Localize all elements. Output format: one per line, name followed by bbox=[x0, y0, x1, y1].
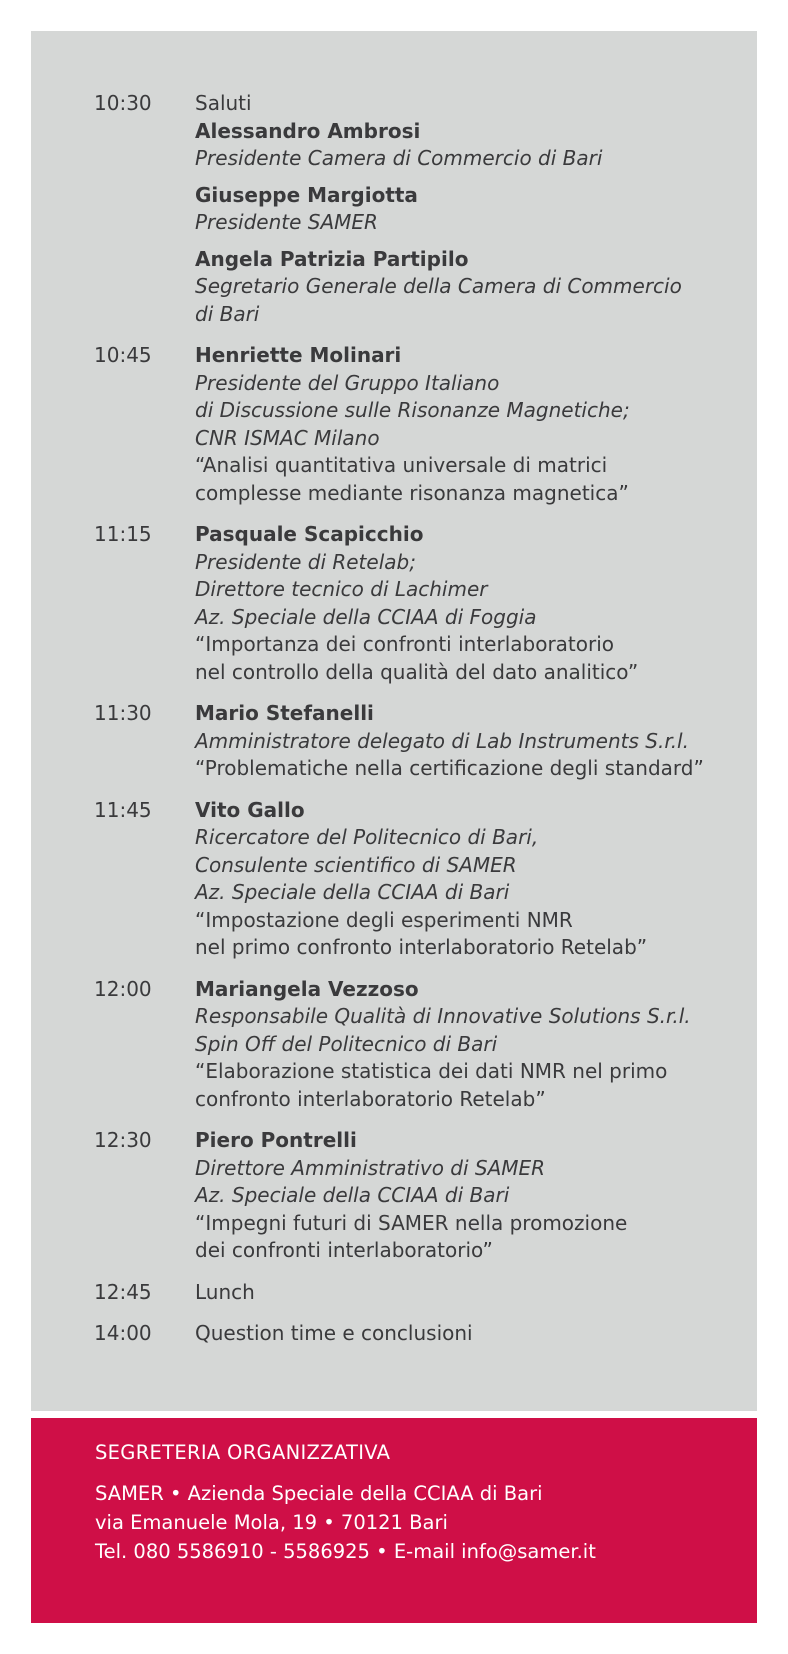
program-panel bbox=[31, 31, 757, 1411]
slot-content bbox=[195, 797, 757, 962]
slot-content bbox=[195, 521, 757, 686]
speaker-name: Vito Gallo bbox=[195, 797, 305, 822]
talk-title: “Impegni futuri di SAMER nella promozione dei confronti interlaboratorio” bbox=[195, 1210, 628, 1262]
slot-content bbox=[195, 90, 757, 328]
speaker-name: Angela Patrizia Partipilo bbox=[195, 246, 469, 271]
slot-time: 10:30 bbox=[94, 91, 152, 115]
secretariat-panel bbox=[31, 1418, 757, 1623]
speaker-role: Amministratore delegato di Lab Instruments S.r.l. bbox=[195, 728, 689, 753]
slot-label: Saluti bbox=[195, 91, 252, 115]
speaker-entry bbox=[195, 700, 737, 783]
talk-title: “Analisi quantitativa universale di matrici complesse mediante risonanza magnetica” bbox=[195, 453, 629, 505]
talk-title: “Impostazione degli esperimenti NMR nel primo confronto interlaboratorio Retelab” bbox=[195, 907, 648, 959]
speaker-entry bbox=[195, 976, 737, 1114]
speaker-entry bbox=[195, 797, 737, 962]
schedule-slot bbox=[31, 521, 757, 686]
schedule-slot bbox=[31, 1320, 757, 1348]
schedule-slot bbox=[31, 90, 757, 328]
speaker-name: Giuseppe Margiotta bbox=[195, 182, 418, 207]
slot-content bbox=[195, 700, 757, 783]
slot-label: Lunch bbox=[195, 1279, 255, 1304]
secretariat-line: via Emanuele Mola, 19 • 70121 Bari bbox=[95, 1511, 448, 1534]
speaker-role: Presidente Camera di Commercio di Bari bbox=[195, 146, 603, 170]
secretariat-line: SAMER • Azienda Speciale della CCIAA di Bari bbox=[95, 1482, 543, 1505]
slot-label: Question time e conclusioni bbox=[195, 1321, 473, 1345]
speaker-role: Ricercatore del Politecnico di Bari, Consulente scientifico di SAMER Az. Speciale della CCIAA di Bari bbox=[195, 825, 539, 904]
speaker-name: Henriette Molinari bbox=[195, 343, 402, 367]
speaker-entry bbox=[195, 118, 737, 173]
speaker-role: Responsabile Qualità di Innovative Solutions S.r.l. Spin Off del Politecnico di Bari bbox=[195, 1004, 691, 1056]
speaker-role: Presidente di Retelab; Direttore tecnico di Lachimer Az. Speciale della CCIAA di Foggia bbox=[195, 549, 537, 629]
speaker-entry bbox=[195, 521, 737, 686]
speaker-role: Presidente SAMER bbox=[195, 210, 378, 234]
slot-content bbox=[195, 342, 757, 507]
schedule-slot bbox=[31, 1127, 757, 1265]
talk-title: “Elaborazione statistica dei dati NMR nel primo confronto interlaboratorio Retelab” bbox=[195, 1059, 668, 1111]
schedule-slot bbox=[31, 976, 757, 1114]
schedule-slot bbox=[31, 342, 757, 507]
slot-time: 10:45 bbox=[94, 343, 152, 367]
schedule-slot bbox=[31, 700, 757, 783]
slot-time: 12:00 bbox=[94, 976, 152, 1001]
slot-time: 11:45 bbox=[94, 797, 152, 822]
talk-title: “Problematiche nella certificazione degli standard” bbox=[195, 756, 704, 780]
speaker-name: Piero Pontrelli bbox=[195, 1128, 357, 1152]
slot-time: 11:30 bbox=[94, 701, 152, 725]
slot-content bbox=[195, 1279, 757, 1307]
speaker-entry bbox=[195, 182, 737, 237]
speaker-role: Presidente del Gruppo Italiano di Discussione sulle Risonanze Magnetiche; CNR ISMAC Milano bbox=[195, 370, 630, 450]
speaker-entry bbox=[195, 342, 737, 507]
slot-content bbox=[195, 1127, 757, 1265]
slot-time: 12:30 bbox=[94, 1128, 152, 1152]
schedule-slot bbox=[31, 1279, 757, 1307]
slot-time: 12:45 bbox=[94, 1279, 152, 1304]
secretariat-heading: SEGRETERIA ORGANIZZATIVA bbox=[95, 1441, 391, 1464]
speaker-role: Segretario Generale della Camera di Commercio di Bari bbox=[195, 274, 682, 326]
slot-time: 14:00 bbox=[94, 1321, 152, 1345]
secretariat-line: Tel. 080 5586910 - 5586925 • E-mail info@samer.it bbox=[95, 1540, 596, 1563]
talk-title: “Importanza dei confronti interlaboratorio nel controllo della qualità del dato analitico” bbox=[195, 632, 639, 684]
slot-content bbox=[195, 1320, 757, 1348]
slot-content bbox=[195, 976, 757, 1114]
schedule-list bbox=[31, 90, 757, 1348]
speaker-name: Mariangela Vezzoso bbox=[195, 976, 419, 1001]
speaker-entry bbox=[195, 1127, 737, 1265]
speaker-role: Direttore Amministrativo di SAMER Az. Speciale della CCIAA di Bari bbox=[195, 1155, 546, 1207]
speaker-entry bbox=[195, 246, 737, 329]
speaker-name: Alessandro Ambrosi bbox=[195, 118, 421, 143]
speaker-name: Mario Stefanelli bbox=[195, 701, 374, 725]
speaker-name: Pasquale Scapicchio bbox=[195, 522, 424, 546]
slot-time: 11:15 bbox=[94, 522, 152, 546]
schedule-slot bbox=[31, 797, 757, 962]
